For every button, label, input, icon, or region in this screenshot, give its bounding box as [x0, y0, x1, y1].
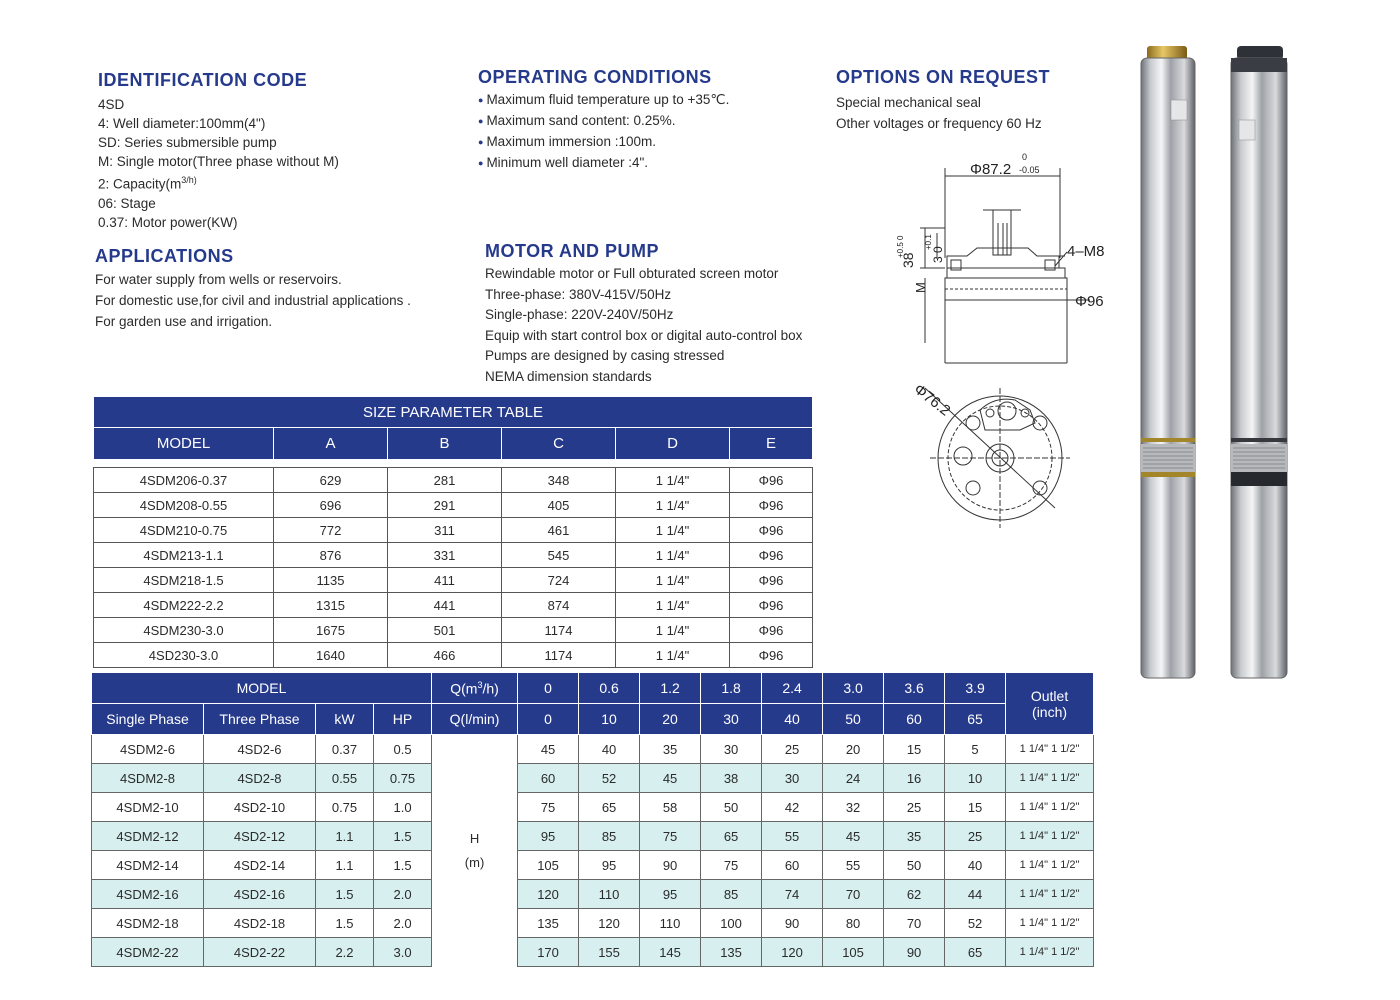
perf-cell: 15: [945, 793, 1006, 822]
perf-header-three: Three Phase: [204, 704, 316, 735]
pump-images: [1135, 40, 1305, 680]
perf-cell: 50: [701, 793, 762, 822]
perf-cell: 110: [640, 909, 701, 938]
perf-cell: 120: [579, 909, 640, 938]
q-lmin-4: 40: [762, 704, 823, 735]
size-cell: 4SDM210-0.75: [94, 518, 274, 543]
q-m3h-6: 3.6: [884, 673, 945, 704]
size-cell: 1174: [502, 618, 616, 643]
size-cell: 1 1/4": [616, 593, 730, 618]
perf-cell: 4SD2-18: [204, 909, 316, 938]
perf-header-q-lmin: Q(l/min): [432, 704, 518, 735]
perf-cell: 2.0: [374, 880, 432, 909]
size-cell: Φ96: [730, 593, 813, 618]
q-lmin-7: 65: [945, 704, 1006, 735]
size-cell: 4SDM230-3.0: [94, 618, 274, 643]
options-section: [836, 67, 1050, 134]
applications-item-2: For garden use and irrigation.: [95, 314, 273, 329]
table-row: [94, 518, 813, 543]
table-row: [94, 643, 813, 668]
perf-cell: 120: [762, 938, 823, 967]
perf-cell: 4SD2-12: [204, 822, 316, 851]
perf-cell: 105: [823, 938, 884, 967]
perf-cell: 2.2: [316, 938, 374, 967]
perf-cell: 1.5: [374, 822, 432, 851]
perf-cell: 120: [518, 880, 579, 909]
perf-cell: 62: [884, 880, 945, 909]
perf-cell: 85: [579, 822, 640, 851]
identification-section: [98, 70, 339, 232]
size-header-c: C: [502, 428, 616, 460]
perf-cell: 4SDM2-10: [92, 793, 204, 822]
size-cell: 411: [388, 568, 502, 593]
perf-cell: 10: [945, 764, 1006, 793]
perf-cell: 80: [823, 909, 884, 938]
size-cell: 1135: [274, 568, 388, 593]
perf-cell: 65: [579, 793, 640, 822]
perf-cell: 58: [640, 793, 701, 822]
perf-cell: 50: [884, 851, 945, 880]
size-cell: 4SDM213-1.1: [94, 543, 274, 568]
motor-item-2: Single-phase: 220V-240V/50Hz: [485, 307, 674, 322]
perf-cell: 0.75: [374, 764, 432, 793]
dia-top-label: Φ87.2: [970, 161, 1012, 178]
q-lmin-5: 50: [823, 704, 884, 735]
q-lmin-0: 0: [518, 704, 579, 735]
perf-cell: 4SDM2-8: [92, 764, 204, 793]
table-row: [94, 593, 813, 618]
perf-cell: 45: [640, 764, 701, 793]
perf-cell: 1 1/4" 1 1/2": [1006, 938, 1094, 967]
motor-title: MOTOR AND PUMP: [485, 241, 660, 261]
technical-drawing: [885, 148, 1125, 533]
head-label: H: [469, 830, 480, 846]
operating-item-0: ● Maximum fluid temperature up to +35℃.: [478, 90, 729, 111]
size-cell: 1 1/4": [616, 618, 730, 643]
size-cell: 629: [274, 468, 388, 493]
perf-cell: 110: [579, 880, 640, 909]
table-row: [94, 618, 813, 643]
motor-item-0: Rewindable motor or Full obturated screen motor: [485, 266, 779, 281]
perf-cell: 4SD2-10: [204, 793, 316, 822]
table-row: [94, 493, 813, 518]
operating-title: OPERATING CONDITIONS: [478, 67, 712, 87]
size-cell: 874: [502, 593, 616, 618]
operating-item-1: ● Maximum sand content: 0.25%.: [478, 111, 729, 132]
perf-cell: 65: [701, 822, 762, 851]
operating-item-2: ● Maximum immersion :100m.: [478, 132, 729, 153]
table-row: [92, 938, 1094, 967]
perf-header-outlet: Outlet (inch): [1006, 673, 1094, 735]
perf-cell: 100: [701, 909, 762, 938]
perf-cell: 52: [945, 909, 1006, 938]
perf-header-single: Single Phase: [92, 704, 204, 735]
size-cell: 331: [388, 543, 502, 568]
size-cell: Φ96: [730, 643, 813, 668]
perf-cell: 0.55: [316, 764, 374, 793]
size-cell: Φ96: [730, 493, 813, 518]
size-cell: 281: [388, 468, 502, 493]
perf-cell: 30: [701, 735, 762, 764]
identification-title: IDENTIFICATION CODE: [98, 70, 308, 90]
perf-cell: 32: [823, 793, 884, 822]
perf-cell: 5: [945, 735, 1006, 764]
table-row: [92, 822, 1094, 851]
size-cell: 291: [388, 493, 502, 518]
size-cell: 501: [388, 618, 502, 643]
perf-cell: 135: [518, 909, 579, 938]
perf-cell: 25: [884, 793, 945, 822]
perf-cell: 0.75: [316, 793, 374, 822]
dim-m-label: M: [913, 282, 928, 293]
perf-cell: 15: [884, 735, 945, 764]
perf-cell: 90: [884, 938, 945, 967]
size-cell: 724: [502, 568, 616, 593]
table-row: [92, 880, 1094, 909]
perf-cell: 45: [518, 735, 579, 764]
options-item-0: Special mechanical seal: [836, 95, 981, 110]
size-cell: 876: [274, 543, 388, 568]
perf-cell: 3.0: [374, 938, 432, 967]
motor-item-4: Pumps are designed by casing stressed: [485, 348, 725, 363]
applications-title: APPLICATIONS: [95, 246, 234, 266]
perf-cell: 105: [518, 851, 579, 880]
id-line-6: 0.37: Motor power(KW): [98, 214, 238, 230]
perf-cell: 0.37: [316, 735, 374, 764]
perf-cell: 60: [762, 851, 823, 880]
dim-38-label: 38: [900, 252, 916, 268]
perf-cell: 55: [762, 822, 823, 851]
perf-cell: 40: [945, 851, 1006, 880]
size-cell: 311: [388, 518, 502, 543]
size-header-b: B: [388, 428, 502, 460]
table-row: [92, 851, 1094, 880]
perf-cell: 4SDM2-12: [92, 822, 204, 851]
perf-cell: 1.5: [316, 880, 374, 909]
size-cell: 441: [388, 593, 502, 618]
q-m3h-0: 0: [518, 673, 579, 704]
motor-item-1: Three-phase: 380V-415V/50Hz: [485, 286, 672, 302]
q-lmin-6: 60: [884, 704, 945, 735]
perf-cell: 30: [762, 764, 823, 793]
id-line-3: M: Single motor(Three phase without M): [98, 154, 339, 169]
perf-cell: 24: [823, 764, 884, 793]
table-row: [92, 764, 1094, 793]
pump-2: [1231, 46, 1287, 678]
size-cell: 1675: [274, 618, 388, 643]
operating-section: [478, 67, 729, 174]
perf-cell: 38: [701, 764, 762, 793]
perf-cell: 95: [579, 851, 640, 880]
perf-cell: 4SD2-22: [204, 938, 316, 967]
options-title: OPTIONS ON REQUEST: [836, 67, 1051, 87]
applications-item-0: For water supply from wells or reservoirs.: [95, 272, 342, 287]
bolt-label: 4–M8: [1067, 243, 1105, 260]
tol-lower-label: -0.05: [1019, 165, 1040, 175]
perf-cell: 52: [579, 764, 640, 793]
table-row: [94, 543, 813, 568]
size-cell: 1640: [274, 643, 388, 668]
perf-cell: 4SDM2-18: [92, 909, 204, 938]
size-cell: Φ96: [730, 518, 813, 543]
perf-cell: 75: [640, 822, 701, 851]
perf-cell: 4SD2-8: [204, 764, 316, 793]
size-cell: Φ96: [730, 468, 813, 493]
perf-cell: 4SDM2-6: [92, 735, 204, 764]
perf-cell: 70: [884, 909, 945, 938]
dim-30-tol-label: +0.1: [924, 234, 933, 250]
perf-cell: 1.5: [316, 909, 374, 938]
size-cell: 772: [274, 518, 388, 543]
perf-cell: 16: [884, 764, 945, 793]
perf-cell: 75: [518, 793, 579, 822]
options-item-1: Other voltages or frequency 60 Hz: [836, 116, 1042, 131]
perf-cell: 4SD2-16: [204, 880, 316, 909]
perf-cell: 1 1/4" 1 1/2": [1006, 822, 1094, 851]
size-cell: 466: [388, 643, 502, 668]
perf-cell: 42: [762, 793, 823, 822]
perf-header-q-m3h: [432, 673, 518, 704]
size-cell: 4SDM222-2.2: [94, 593, 274, 618]
perf-cell: 1 1/4" 1 1/2": [1006, 793, 1094, 822]
perf-cell: 45: [823, 822, 884, 851]
head-unit: (m): [464, 854, 485, 870]
size-header-model: MODEL: [94, 428, 274, 460]
perf-cell: 70: [823, 880, 884, 909]
size-cell: 4SDM206-0.37: [94, 468, 274, 493]
perf-cell: 1.1: [316, 822, 374, 851]
head-label-cell: [432, 735, 518, 967]
perf-cell: 20: [823, 735, 884, 764]
size-parameter-table: [93, 396, 813, 668]
q-lmin-1: 10: [579, 704, 640, 735]
q-m3h-close: /h): [482, 680, 499, 697]
perf-cell: 1 1/4" 1 1/2": [1006, 851, 1094, 880]
size-cell: 4SDM218-1.5: [94, 568, 274, 593]
size-cell: 405: [502, 493, 616, 518]
q-m3h-2: 1.2: [640, 673, 701, 704]
q-m3h-unit: 3: [477, 679, 483, 690]
perf-cell: 65: [945, 938, 1006, 967]
perf-cell: 155: [579, 938, 640, 967]
capacity-label: 2: Capacity(m: [98, 176, 182, 192]
size-cell: 1 1/4": [616, 518, 730, 543]
perf-cell: 1 1/4" 1 1/2": [1006, 764, 1094, 793]
perf-cell: 25: [762, 735, 823, 764]
perf-header-model: MODEL: [92, 673, 432, 704]
perf-cell: 135: [701, 938, 762, 967]
perf-cell: 4SD2-14: [204, 851, 316, 880]
motor-item-3: Equip with start control box or digital auto-control box: [485, 327, 803, 343]
perf-cell: 2.0: [374, 909, 432, 938]
size-cell: 545: [502, 543, 616, 568]
id-line-4: [98, 171, 339, 194]
perf-cell: 44: [945, 880, 1006, 909]
size-cell: Φ96: [730, 568, 813, 593]
perf-cell: 0.5: [374, 735, 432, 764]
q-m3h-7: 3.9: [945, 673, 1006, 704]
size-cell: 1 1/4": [616, 568, 730, 593]
size-cell: 1174: [502, 643, 616, 668]
dim-38-tol-label: +0.5 0: [896, 235, 905, 258]
capacity-unit: 3/h): [181, 175, 197, 185]
size-cell: 4SDM208-0.55: [94, 493, 274, 518]
size-header-d: D: [616, 428, 730, 460]
q-m3h-4: 2.4: [762, 673, 823, 704]
q-m3h-5: 3.0: [823, 673, 884, 704]
perf-cell: 145: [640, 938, 701, 967]
size-cell: 461: [502, 518, 616, 543]
perf-cell: 4SD2-6: [204, 735, 316, 764]
size-cell: 696: [274, 493, 388, 518]
perf-cell: 4SDM2-16: [92, 880, 204, 909]
table-row: [94, 468, 813, 493]
size-header-e: E: [730, 428, 813, 460]
motor-item-5: NEMA dimension standards: [485, 368, 652, 384]
size-cell: 1 1/4": [616, 643, 730, 668]
size-cell: 1 1/4": [616, 468, 730, 493]
size-cell: 1 1/4": [616, 543, 730, 568]
perf-cell: 1.5: [374, 851, 432, 880]
q-m3h-3: 1.8: [701, 673, 762, 704]
applications-section: [95, 246, 411, 332]
table-row: [94, 568, 813, 593]
perf-cell: 1.1: [316, 851, 374, 880]
size-cell: 4SD230-3.0: [94, 643, 274, 668]
operating-item-3: ● Minimum well diameter :4".: [478, 153, 729, 174]
id-line-5: 06: Stage: [98, 195, 156, 211]
perf-cell: 1.0: [374, 793, 432, 822]
perf-header-kw: kW: [316, 704, 374, 735]
id-line-0: 4SD: [98, 97, 125, 112]
perf-cell: 90: [762, 909, 823, 938]
applications-item-1: For domestic use,for civil and industrial applications .: [95, 293, 411, 308]
dia-96-label: Φ96: [1075, 293, 1104, 310]
dim-30-label: 3 0: [931, 246, 945, 263]
perf-cell: 60: [518, 764, 579, 793]
q-lmin-2: 20: [640, 704, 701, 735]
q-lmin-3: 30: [701, 704, 762, 735]
q-m3h-1: 0.6: [579, 673, 640, 704]
perf-cell: 1 1/4" 1 1/2": [1006, 909, 1094, 938]
size-cell: Φ96: [730, 543, 813, 568]
motor-section: [485, 241, 802, 387]
perf-cell: 1 1/4" 1 1/2": [1006, 735, 1094, 764]
performance-table: [91, 672, 1094, 967]
perf-cell: 35: [640, 735, 701, 764]
perf-cell: 25: [945, 822, 1006, 851]
table-row: [92, 909, 1094, 938]
perf-cell: 4SDM2-22: [92, 938, 204, 967]
perf-cell: 4SDM2-14: [92, 851, 204, 880]
table-row: [92, 793, 1094, 822]
perf-cell: 85: [701, 880, 762, 909]
perf-cell: 74: [762, 880, 823, 909]
tol-upper-label: 0: [1022, 152, 1028, 162]
perf-cell: 95: [640, 880, 701, 909]
size-table-title: SIZE PARAMETER TABLE: [94, 397, 813, 428]
perf-cell: 55: [823, 851, 884, 880]
perf-cell: 90: [640, 851, 701, 880]
id-line-2: SD: Series submersible pump: [98, 135, 277, 150]
perf-cell: 95: [518, 822, 579, 851]
perf-cell: 170: [518, 938, 579, 967]
dia-76-label: Φ76.2: [910, 380, 954, 420]
size-cell: Φ96: [730, 618, 813, 643]
size-cell: 1 1/4": [616, 493, 730, 518]
perf-cell: 75: [701, 851, 762, 880]
id-line-1: 4: Well diameter:100mm(4"): [98, 116, 266, 131]
size-header-a: A: [274, 428, 388, 460]
perf-cell: 1 1/4" 1 1/2": [1006, 880, 1094, 909]
perf-cell: 40: [579, 735, 640, 764]
perf-header-hp: HP: [374, 704, 432, 735]
perf-cell: 35: [884, 822, 945, 851]
pump-1: [1141, 46, 1195, 678]
q-m3h-label: Q(m: [450, 680, 478, 697]
size-cell: 1315: [274, 593, 388, 618]
size-cell: 348: [502, 468, 616, 493]
table-row: [92, 735, 1094, 764]
